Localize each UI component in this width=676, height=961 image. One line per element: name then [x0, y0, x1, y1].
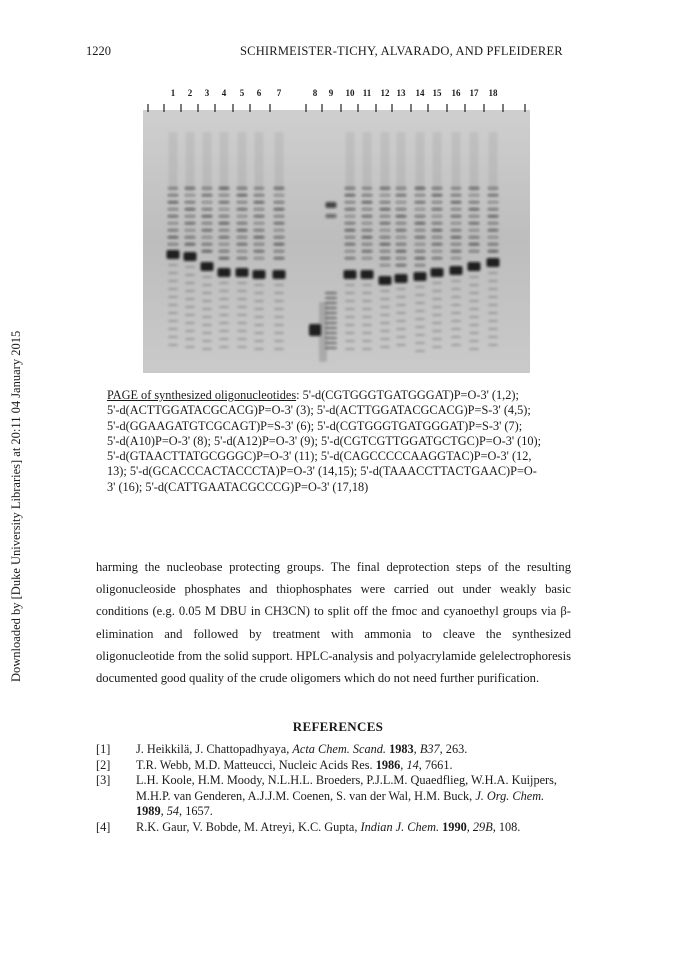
references-heading: REFERENCES	[292, 719, 384, 734]
page-number: 1220	[86, 44, 111, 58]
reference-label: [4]	[96, 819, 111, 834]
reference-journal: Indian J. Chem.	[360, 819, 440, 834]
reference-pages: , 1657.	[179, 804, 213, 819]
lane-number: 15	[432, 88, 442, 98]
lane-number: 10	[345, 88, 355, 98]
reference-journal: J. Org. Chem.	[475, 788, 545, 803]
reference-label: [1]	[96, 742, 111, 756]
reference-label: [2]	[96, 757, 111, 772]
reference-list	[96, 742, 566, 836]
lane-number: 17	[469, 88, 479, 98]
lane-number: 3	[204, 88, 210, 98]
lane-number-row	[143, 88, 530, 102]
lane-number: 18	[488, 88, 498, 98]
reference-label: [3]	[96, 773, 111, 788]
reference-item: [4] R.K. Gaur, V. Bobde, M. Atreyi, K.C. Gupta, Indian J. Chem. 1990, 29B, 108.	[96, 819, 521, 834]
caption-lead: PAGE of synthesized oligonucleotides	[107, 388, 297, 402]
reference-pages: , 108.	[492, 819, 521, 834]
lane-number: 12	[380, 88, 390, 98]
reference-volume: 14	[406, 757, 419, 772]
lane-number: 6	[256, 88, 262, 98]
reference-item: [1] J. Heikkilä, J. Chattopadhyaya, Acta Chem. Scand. 1983, B37, 263.	[96, 742, 468, 756]
reference-journal: Nucleic Acids Res.	[278, 757, 373, 772]
lane-number: 9	[328, 88, 334, 98]
reference-authors: R.K. Gaur, V. Bobde, M. Atreyi, K.C. Gupta,	[136, 819, 361, 834]
reference-volume: 54	[166, 804, 180, 819]
caption-line: 3' (16); 5'-d(CATTGAATACGCCCG)P=O-3' (17,18)	[107, 479, 369, 494]
lane-number: 5	[239, 88, 245, 98]
reference-year: 1986	[375, 757, 401, 772]
caption-line: 5'-d(GTAACTTATGCGGGC)P=O-3' (11); 5'-d(CAGCCCCCAAGGTAC)P=O-3' (12,	[107, 449, 532, 464]
reference-pages: , 7661.	[418, 757, 453, 772]
lane-number: 13	[396, 88, 406, 98]
caption-line: : 5'-d(CGTGGGTGATGGGAT)P=O-3' (1,2);	[296, 388, 519, 402]
caption-line: 5'-d(GGAAGATGTCGCAGT)P=S-3' (6); 5'-d(CGTGGGTGATGGGAT)P=S-3' (7);	[107, 418, 523, 433]
body-paragraph: harming the nucleobase protecting groups. The final deprotection steps of the resulting oligonucleoside phosphates and thiophosphates were carried out under weakly basic conditions (e.g. 0.05 M DBU in CH3CN) to split off the fmoc and cyanoethyl groups via β-elimination and followed by treatment with ammonia to cleave the synthesized oligonucleotide from the solid support. HPLC-analysis and polyacrylamide gelelectrophoresis documented good quality of the crude oligomers which do not need further purification.	[96, 560, 571, 686]
download-watermark: Downloaded by [Duke University Libraries] at 20:11 04 January 2015	[9, 330, 23, 682]
reference-authors: L.H. Koole, H.M. Moody, N.L.H.L. Broeders, P.J.L.M. Quaedflieg, W.H.A. Kuijpers, M.H.P. van Genderen, A.J.J.M. Coenen, S. van der Wal, H.M. Buck,	[136, 773, 558, 803]
figure-caption	[107, 388, 577, 495]
gel-electrophoresis-image	[143, 102, 530, 373]
reference-year: 1990	[442, 819, 467, 834]
reference-item: [2] T.R. Webb, M.D. Matteucci, Nucleic Acids Res. 1986, 14, 7661.	[96, 757, 453, 772]
lane-number: 1	[170, 88, 176, 98]
lane-number: 2	[187, 88, 193, 98]
reference-year: 1983	[389, 742, 414, 756]
caption-line: 5'-d(ACTTGGATACGCACG)P=O-3' (3); 5'-d(ACTTGGATACGCACG)P=S-3' (4,5);	[107, 403, 531, 418]
reference-pages: , 263.	[439, 742, 468, 756]
reference-volume: B37	[419, 742, 440, 756]
lane-number: 8	[312, 88, 318, 98]
reference-volume: 29B	[472, 819, 493, 834]
lane-number: 11	[362, 88, 372, 98]
reference-authors: J. Heikkilä, J. Chattopadhyaya,	[136, 742, 293, 756]
reference-journal: Acta Chem. Scand.	[292, 742, 386, 756]
lane-number: 14	[415, 88, 425, 98]
reference-year: 1989	[136, 804, 161, 819]
reference-authors: T.R. Webb, M.D. Matteucci,	[136, 757, 279, 772]
caption-line: 5'-d(A10)P=O-3' (8); 5'-d(A12)P=O-3' (9); 5'-d(CGTCGTTGGATGCTGC)P=O-3' (10);	[107, 433, 542, 448]
gel-figure	[143, 88, 530, 373]
lane-number: 7	[276, 88, 282, 98]
lane-number: 4	[221, 88, 227, 98]
caption-line: 13); 5'-d(GCACCCACTACCCTA)P=O-3' (14,15); 5'-d(TAAACCTTACTGAAC)P=O-	[107, 464, 537, 479]
lane-number: 16	[451, 88, 461, 98]
reference-item: [3] L.H. Koole, H.M. Moody, N.L.H.L. Broeders, P.J.L.M. Quaedflieg, W.H.A. Kuijpers, M.H.P. van Genderen, A.J.J.M. Coenen, S. van der Wal, H.M. Buck, J. Org. Chem. 1989, 54, 1657.	[96, 773, 558, 819]
running-title: SCHIRMEISTER-TICHY, ALVARADO, AND PFLEIDERER	[240, 44, 563, 58]
